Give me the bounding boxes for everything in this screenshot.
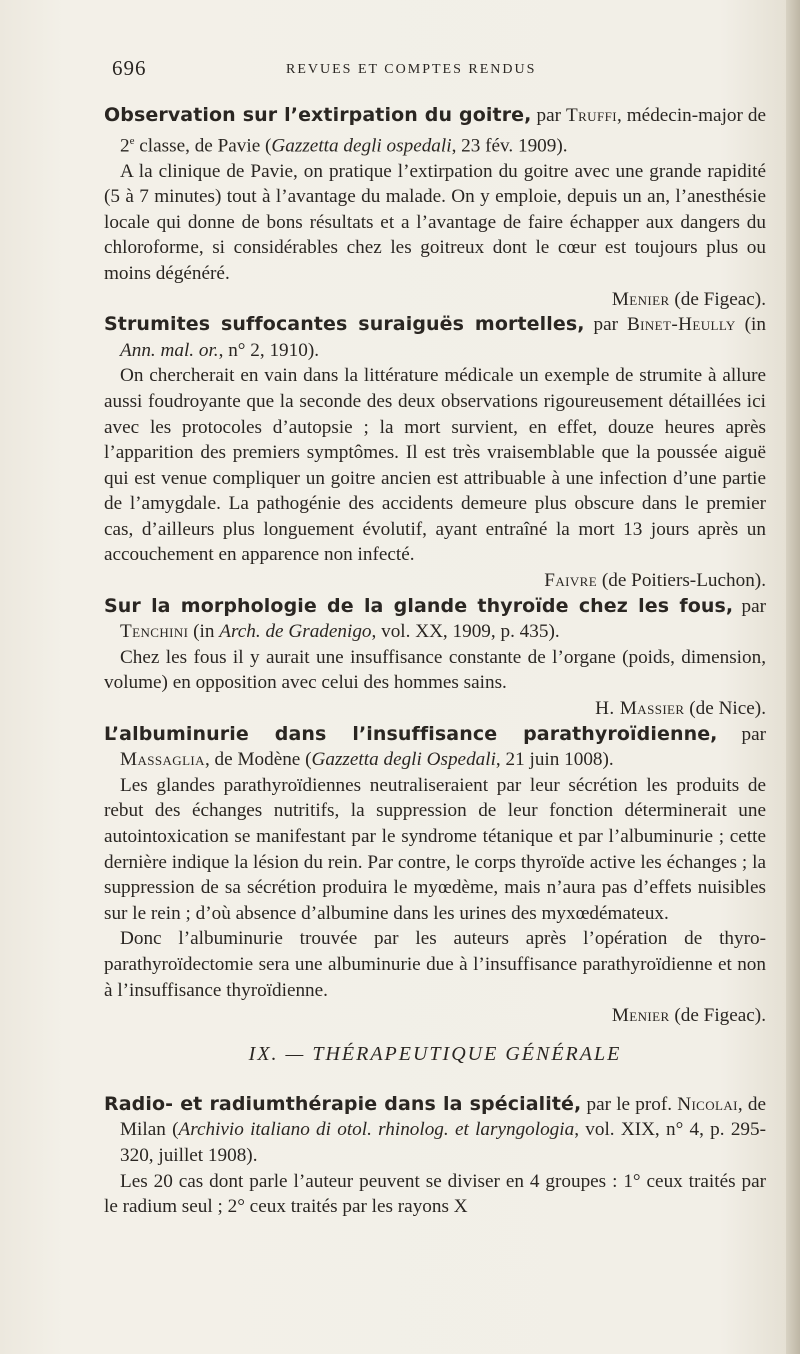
citation-text: , 21 juin 1008). <box>495 749 614 771</box>
citation-text: , 23 fév. 1909). <box>451 134 568 156</box>
page-content <box>104 103 766 1220</box>
author-name: Truffi <box>565 105 617 126</box>
article-paragraph: A la clinique de Pavie, on pratique l’extirpation du goitre avec une grande rapidité (5 à 7 minutes) tout à l’avantage du malade. On y emploie, depuis un an, l’anesthésie locale qui donne de bons résultats et a l’avantage de faire échapper aux dangers du chloroforme, si considérables chez les goitreux dont le cœur est toujours plus ou moins dégénéré. <box>104 160 766 284</box>
journal-name: Gazzetta degli ospedali <box>271 134 452 156</box>
journal-name: Arch. de Gradenigo <box>219 621 372 643</box>
article <box>104 722 766 1029</box>
citation-text: par <box>733 595 766 617</box>
article <box>104 594 766 722</box>
author-name: Binet-Heully <box>626 314 736 336</box>
citation-text: par <box>531 105 566 126</box>
article <box>104 312 766 594</box>
article-citation <box>104 312 766 363</box>
article <box>104 1092 766 1220</box>
citation-text: par <box>717 723 767 745</box>
citation-text: par le prof. <box>581 1093 678 1115</box>
article-title: Strumites suffocantes suraiguës mortelles, <box>104 313 585 336</box>
article-title: Radio- et radiumthérapie dans la spécialité, <box>104 1092 582 1115</box>
article-paragraph: Chez les fous il y aurait une insuffisance constante de l’organe (poids, dimension, volume) en opposition avec celui des hommes sains. <box>104 646 766 694</box>
page-number: 696 <box>112 56 147 80</box>
page-edge <box>786 0 800 1354</box>
signature-place: (de Figeac). <box>669 1005 766 1027</box>
signature-place: (de Figeac). <box>669 288 766 310</box>
citation-text: , médecin-major de 2 <box>120 105 767 156</box>
article-citation <box>104 722 766 773</box>
signature-name: Faivre <box>544 570 598 592</box>
citation-text: (in <box>188 621 220 643</box>
citation-text: classe, de Pavie ( <box>134 134 272 156</box>
signature-place: (de Poitiers-Luchon). <box>597 570 766 592</box>
article-citation <box>104 103 766 159</box>
signature-name: Menier <box>611 288 670 310</box>
signature-place: (de Nice). <box>684 698 766 720</box>
article <box>104 103 766 312</box>
author-name: Massaglia <box>120 749 205 771</box>
article-paragraph: Les 20 cas dont parle l’auteur peuvent se diviser en 4 groupes : 1° ceux traités par le radium seul ; 2° ceux traités par les rayons X <box>104 1170 766 1218</box>
article-title: Observation sur l’extirpation du goitre, <box>104 104 532 126</box>
article-title: L’albuminurie dans l’insuffisance parathyroïdienne, <box>104 722 718 745</box>
article-paragraph: Donc l’albuminurie trouvée par les auteurs après l’opération de thyro-parathyroïdectomie sera une albuminurie due à l’insuffisance parathyroïdienne et non à l’insuffisance thyroïdienne. <box>104 928 766 1001</box>
article-signature <box>104 568 766 594</box>
article-signature <box>104 696 766 722</box>
article-citation <box>104 594 766 645</box>
article-signature <box>104 287 766 313</box>
journal-name: Gazzetta degli Ospedali <box>311 749 496 771</box>
author-name: Nicolai <box>677 1093 738 1115</box>
journal-name: Ann. mal. or. <box>120 339 219 361</box>
author-name: Tenchini <box>120 621 189 643</box>
section-heading: IX. — THÉRAPEUTIQUE GÉNÉRALE <box>248 1042 622 1065</box>
citation-text: (in <box>735 314 766 336</box>
article-signature <box>104 1003 766 1029</box>
article-paragraph: Les glandes parathyroïdiennes neutraliseraient par leur sécrétion les produits de rebut des échanges nutritifs, la suppression de leur fonction déterminerait une autointoxication se manifestant par le syndrome tétanique et par l’albuminurie ; cette dernière indique la lésion du rein. Par contre, le corps thyroïde active les échanges ; la suppression de sa sécrétion produira le myœdème, mais n’aura pas d’effets nuisibles sur le rein ; d’où absence d’albumine dans les urines des myxœdémateux. <box>104 774 766 924</box>
citation-text: par <box>584 314 627 336</box>
running-title: REVUES ET COMPTES RENDUS <box>286 62 537 77</box>
page-header <box>0 56 800 86</box>
signature-name: Menier <box>611 1005 670 1027</box>
citation-text: , n° 2, 1910). <box>218 339 320 361</box>
superscript: e <box>129 134 135 147</box>
citation-text: , de Milan ( <box>120 1093 766 1141</box>
citation-text: , de Modène ( <box>204 749 312 771</box>
article-citation <box>104 1092 766 1169</box>
article-paragraph: On chercherait en vain dans la littérature médicale un exemple de strumite à allure aussi foudroyante que la seconde des deux observations rigoureusement détaillées ici avec les protocoles d’autopsie ; la mort survient, en effet, douze heures après l’apparition des premiers symptômes. Il est très vraisemblable que la poussée aiguë qui est venue compliquer un goitre ancien est attribuable à une infection d’une partie de l’amygdale. La pathogénie des accidents demeure plus obscure dans le premier cas, d’ailleurs plus longuement évolutif, ayant entraîné la mort 13 jours après un accouchement en apparence non infecté. <box>104 365 766 566</box>
citation-text: , vol. XX, 1909, p. 435). <box>371 621 560 643</box>
citation-text: , vol. XIX, n° 4, p. 295-320, juillet 1908). <box>120 1119 766 1166</box>
signature-name: H. Massier <box>595 698 685 720</box>
journal-name: Archivio italiano di otol. rhinolog. et laryngologia <box>178 1119 575 1141</box>
article-title: Sur la morphologie de la glande thyroïde chez les fous, <box>104 594 734 617</box>
